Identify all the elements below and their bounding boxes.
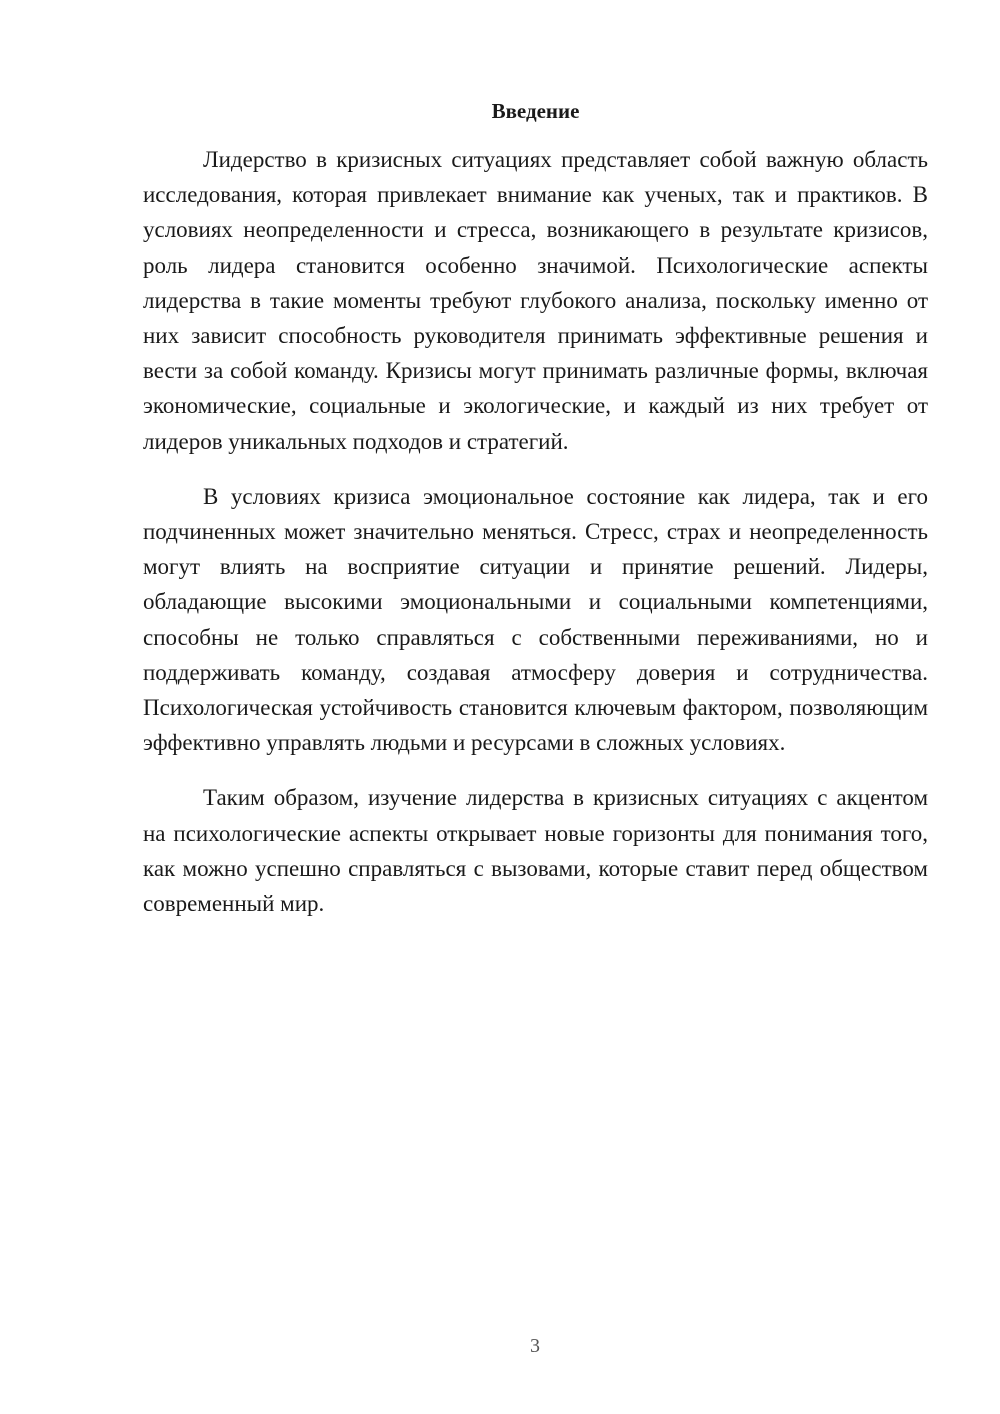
page-number: 3 <box>530 1335 540 1357</box>
paragraph-1: Лидерство в кризисных ситуациях представляет собой важную область исследования, которая привлекает внимание как ученых, так и практиков. В условиях неопределенности и стресса, возникающего в результате кризисов, роль лидера становится особенно значимой. Психологические аспекты лидерства в такие моменты требуют глубокого анализа, поскольку именно от них зависит способность руководителя принимать эффективные решения и вести за собой команду. Кризисы могут принимать различные формы, включая экономические, социальные и экологические, и каждый из них требует от лидеров уникальных подходов и стратегий. <box>143 147 928 454</box>
section-heading: Введение <box>491 99 580 123</box>
paragraph-2: В условиях кризиса эмоциональное состояние как лидера, так и его подчиненных может значительно меняться. Стресс, страх и неопределенность могут влиять на восприятие ситуации и принятие решений. Лидеры, обладающие высокими эмоциональными и социальными компетенциями, способны не только справляться с собственными переживаниями, но и поддерживать команду, создавая атмосферу доверия и сотрудничества. Психологическая устойчивость становится ключевым фактором, позволяющим эффективно управлять людьми и ресурсами в сложных условиях. <box>143 483 928 756</box>
body-text <box>143 142 928 921</box>
paragraph-3: Таким образом, изучение лидерства в кризисных ситуациях с акцентом на психологические аспекты открывает новые горизонты для понимания того, как можно успешно справляться с вызовами, которые ставит перед обществом современный мир. <box>143 785 928 917</box>
